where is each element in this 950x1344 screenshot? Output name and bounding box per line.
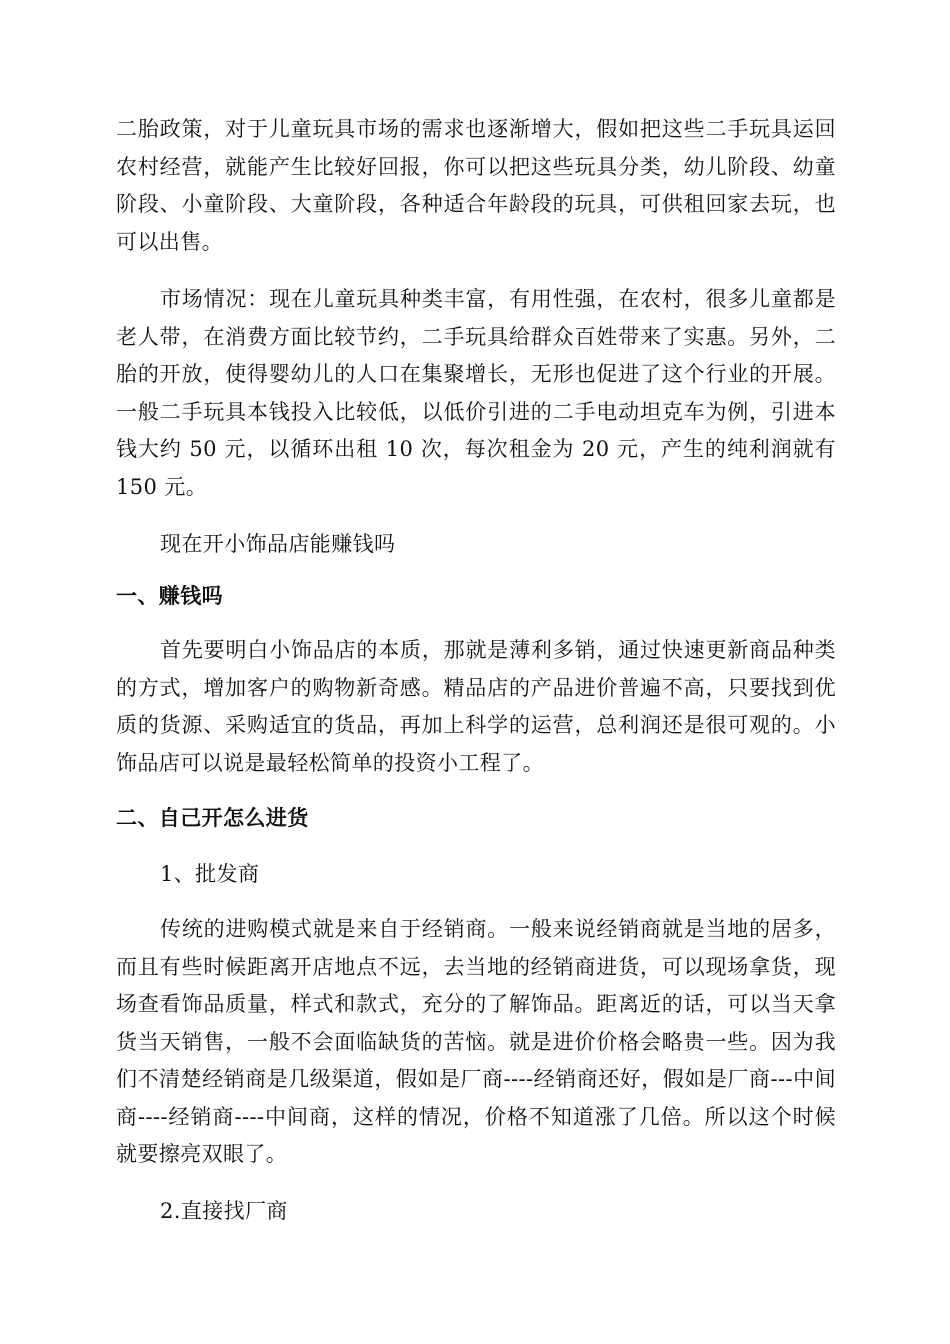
paragraph-wholesaler-details: 传统的进购模式就是来自于经销商。一般来说经销商就是当地的居多，而且有些时候距离开店地点不远，去当地的经销商进货，可以现场拿货，现场查看饰品质量，样式和款式，充分的了解饰品。距离近的话，可以当天拿货当天销售，一般不会面临缺货的苦恼。就是进价价格会略贵一些。因为我们不清楚经销商是几级渠道，假如是厂商----经销商还好，假如是厂商---中间商----经销商----中间商，这样的情况，价格不知道涨了几倍。所以这个时候就要擦亮双眼了。 [116, 917, 836, 1166]
subheading-direct-manufacturer: 2.直接找厂商 [160, 1199, 288, 1223]
heading-sourcing: 二、自己开怎么进货 [116, 806, 309, 830]
paragraph-toy-market-demand: 二胎政策，对于儿童玩具市场的需求也逐渐增大，假如把这些二手玩具运回农村经营，就能产生比较好回报，你可以把这些玩具分类，幼儿阶段、幼童阶段、小童阶段、大童阶段，各种适合年龄段的玩具，可供租回家去玩，也可以出售。 [116, 117, 836, 254]
heading-profitability: 一、赚钱吗 [116, 584, 223, 608]
subheading-wholesaler: 1、批发商 [160, 862, 260, 886]
paragraph-store-essence: 首先要明白小饰品店的本质，那就是薄利多销，通过快速更新商品种类的方式，增加客户的购物新奇感。精品店的产品进价普遍不高，只要找到优质的货源、采购适宜的货品，再加上科学的运营，总利润还是很可观的。小饰品店可以说是最轻松简单的投资小工程了。 [116, 638, 836, 775]
section-title: 现在开小饰品店能赚钱吗 [160, 532, 396, 556]
paragraph-market-situation: 市场情况：现在儿童玩具种类丰富，有用性强，在农村，很多儿童都是老人带，在消费方面比较节约，二手玩具给群众百姓带来了实惠。另外，二胎的开放，使得婴幼儿的人口在集聚增长，无形也促进了这个行业的开展。一般二手玩具本钱投入比较低，以低价引进的二手电动坦克车为例，引进本钱大约 50 元，以循环出租 10 次，每次租金为 20 元，产生的纯利润就有 150 元。 [116, 287, 836, 499]
